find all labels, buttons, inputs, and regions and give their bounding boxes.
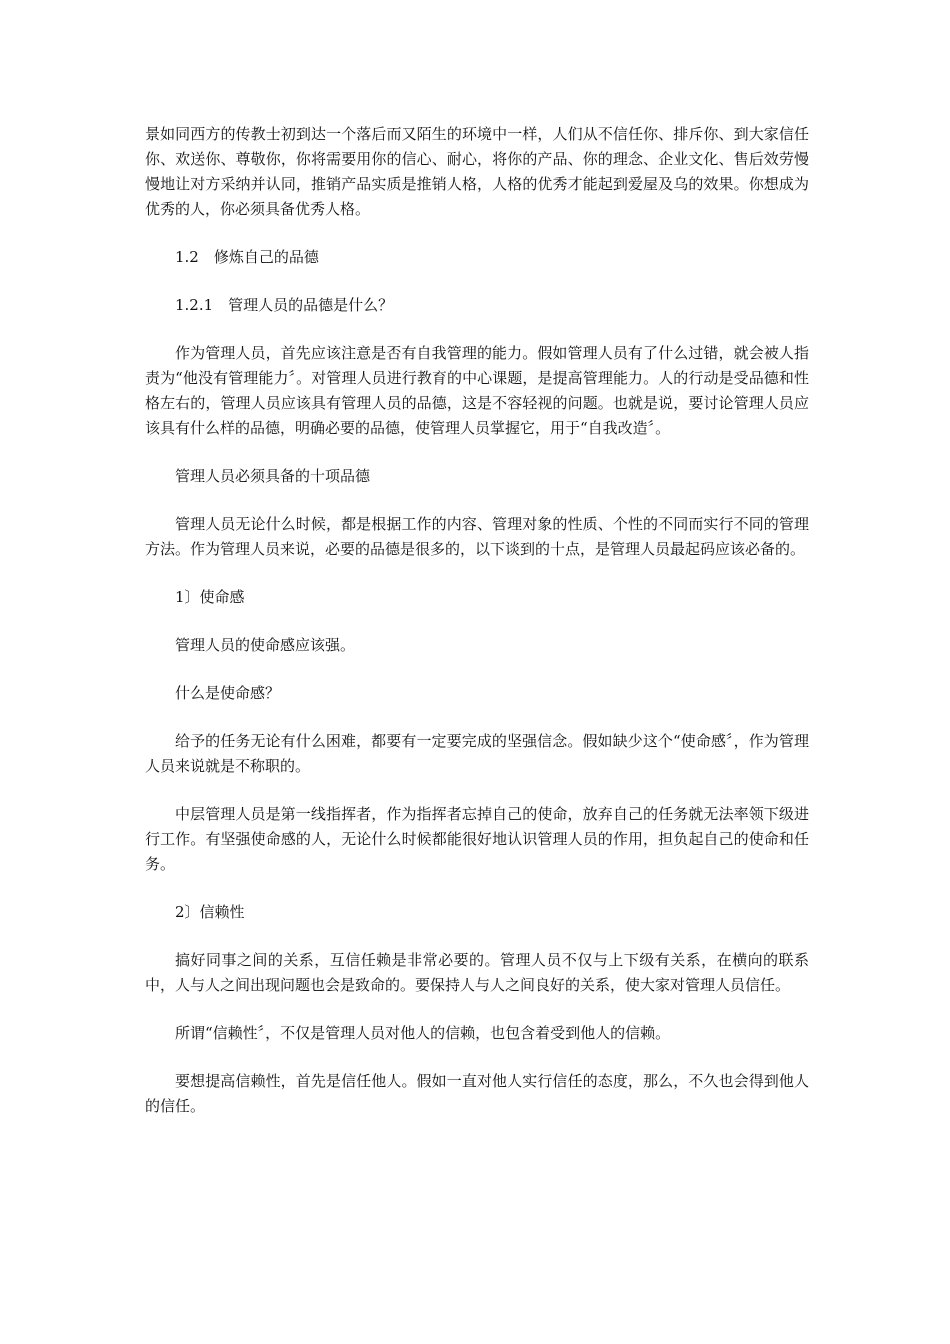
paragraph-self-management: 作为管理人员，首先应该注意是否有自我管理的能力。假如管理人员有了什么过错，就会被人指责为“他没有管理能力〞。对管理人员进行教育的中心课题，是提高管理能力。人的行动是受品德和性格左右的，管理人员应该具有管理人员的品德，这是不容轻视的问题。也就是说，要讨论管理人员应该具有什么样的品德，明确必要的品德，使管理人员掌握它，用于“自我改造〞。 [145,344,809,437]
section-heading-1-2-1: 1.2.1 管理人员的品德是什么？ [175,296,394,314]
paragraph-intro-continuation: 景如同西方的传教士初到达一个落后而又陌生的环境中一样，人们从不信任你、排斥你、到大家信任你、欢送你、尊敬你，你将需要用你的信心、耐心，将你的产品、你的理念、企业文化、售后效劳慢慢地让对方采纳并认同，推销产品实质是推销人格，人格的优秀才能起到爱屋及乌的效果。你想成为优秀的人，你必须具备优秀人格。 [145,125,809,218]
paragraph-trust-definition: 所谓“信赖性〞，不仅是管理人员对他人的信赖，也包含着受到他人的信赖。 [175,1024,671,1042]
paragraph-mission-definition: 给予的任务无论有什么困难，都要有一定要完成的坚强信念。假如缺少这个“使命感〞，作为管理人员来说就是不称职的。 [145,732,809,775]
item-heading-trust: 2〕信赖性 [175,903,245,921]
paragraph-mission-middle-managers: 中层管理人员是第一线指挥者，作为指挥者忘掉自己的使命，放弃自己的任务就无法率领下级进行工作。有坚强使命感的人，无论什么时候都能很好地认识管理人员的作用，担负起自己的使命和任务。 [145,805,809,873]
subheading-ten-virtues: 管理人员必须具备的十项品德 [175,467,371,485]
item-heading-mission: 1〕使命感 [175,588,245,606]
paragraph-mission-strong: 管理人员的使命感应该强。 [175,636,356,654]
paragraph-ten-virtues-intro: 管理人员无论什么时候，都是根据工作的内容、管理对象的性质、个性的不同而实行不同的管理方法。作为管理人员来说，必要的品德是很多的，以下谈到的十点，是管理人员最起码应该必备的。 [145,515,809,558]
document-page [145,122,809,1142]
paragraph-mission-question: 什么是使命感？ [175,684,281,702]
paragraph-trust-relations: 搞好同事之间的关系，互信任赖是非常必要的。管理人员不仅与上下级有关系，在横向的联系中，人与人之间出现问题也会是致命的。要保持人与人之间良好的关系，使大家对管理人员信任。 [145,951,809,994]
paragraph-trust-improve: 要想提高信赖性，首先是信任他人。假如一直对他人实行信任的态度，那么，不久也会得到他人的信任。 [145,1072,809,1115]
section-heading-1-2: 1.2 修炼自己的品德 [175,248,319,266]
